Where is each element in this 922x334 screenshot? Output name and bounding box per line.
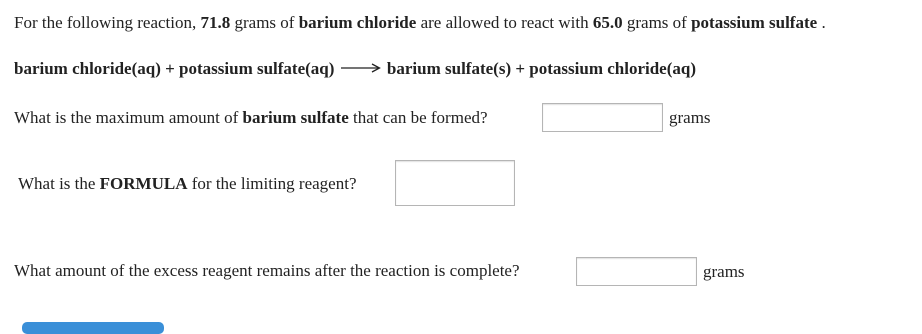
equation-reactants: barium chloride(aq) + potassium sulfate(aq) — [14, 59, 335, 78]
equation-products: barium sulfate(s) + potassium chloride(aq) — [386, 59, 697, 78]
reactant-2-name: potassium sulfate — [691, 13, 818, 32]
reaction-equation — [14, 59, 696, 79]
intro-text-1: For the following reaction, — [14, 13, 201, 32]
mass-reactant-1: 71.8 — [200, 13, 231, 32]
question-3-prefix: What amount of the excess reagent remains after the reaction is complete? — [14, 261, 520, 280]
reactant-1-name: barium chloride — [298, 13, 417, 32]
submit-button[interactable] — [22, 322, 164, 334]
problem-intro — [14, 13, 826, 33]
question-2-bold: FORMULA — [99, 174, 188, 193]
intro-text-5: . — [817, 13, 826, 32]
question-1-suffix: that can be formed? — [348, 108, 488, 127]
question-excess-reagent — [14, 261, 520, 281]
question-1-bold: barium sulfate — [242, 108, 349, 127]
reaction-arrow-icon — [341, 62, 381, 74]
intro-text-2: grams of — [230, 13, 299, 32]
question-2-prefix: What is the — [18, 174, 100, 193]
answer-1-input[interactable] — [542, 103, 663, 132]
question-limiting-reagent — [18, 174, 357, 194]
answer-1-unit: grams — [669, 108, 711, 127]
question-2-suffix: for the limiting reagent? — [187, 174, 357, 193]
answer-3-unit: grams — [703, 262, 745, 281]
answer-2-input[interactable] — [395, 160, 515, 206]
question-max-product — [14, 108, 488, 128]
intro-text-3: are allowed to react with — [416, 13, 593, 32]
question-1-prefix: What is the maximum amount of — [14, 108, 243, 127]
answer-3-input[interactable] — [576, 257, 697, 286]
mass-reactant-2: 65.0 — [592, 13, 623, 32]
intro-text-4: grams of — [622, 13, 692, 32]
